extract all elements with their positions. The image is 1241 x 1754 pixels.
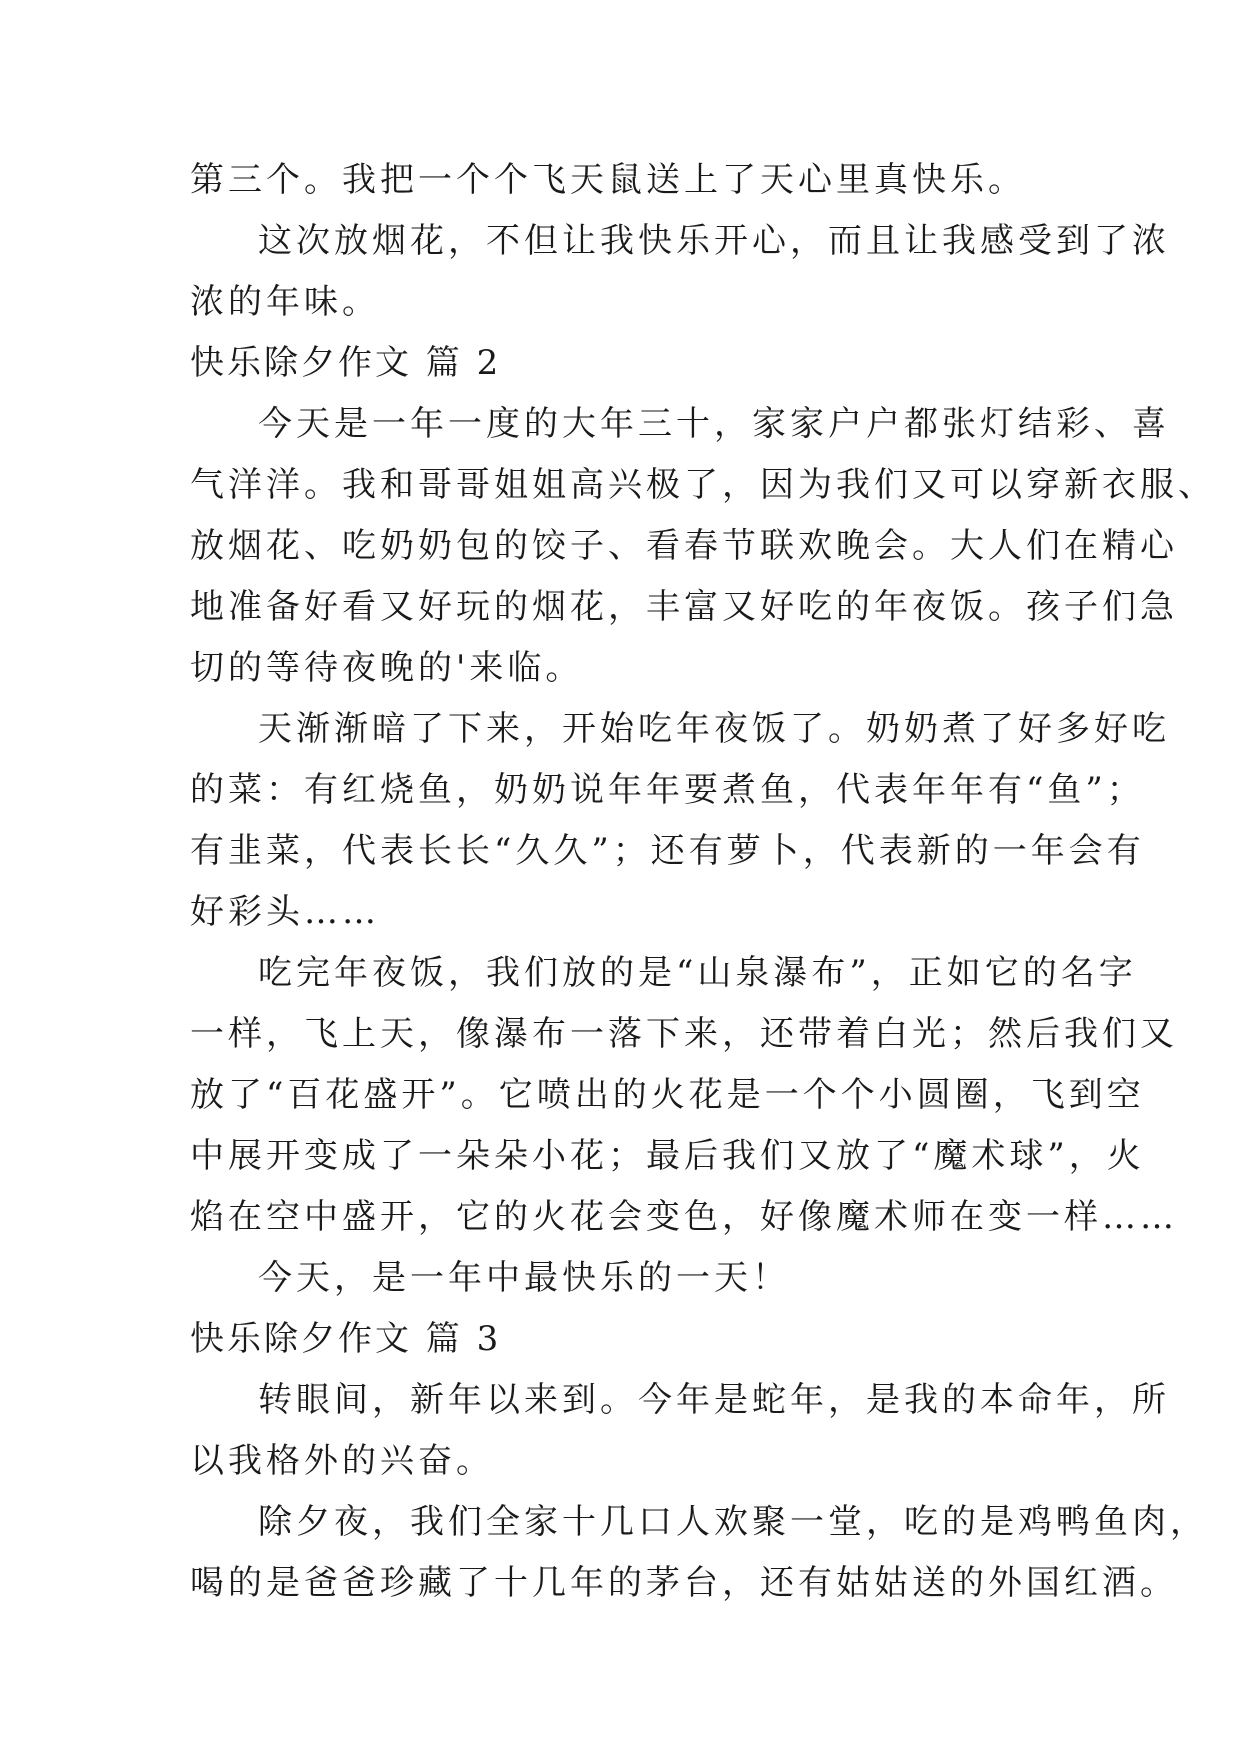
text-line: 地准备好看又好玩的烟花，丰富又好吃的年夜饭。孩子们急 (190, 587, 1178, 627)
section-heading: 快乐除夕作文 篇 2 (190, 343, 502, 383)
text-line: 气洋洋。我和哥哥姐姐高兴极了，因为我们又可以穿新衣服、 (190, 465, 1216, 505)
text-line: 喝的是爸爸珍藏了十几年的茅台，还有姑姑送的外国红酒。 (190, 1563, 1178, 1603)
text-line: 中展开变成了一朵朵小花；最后我们又放了“魔术球”，火 (190, 1136, 1145, 1176)
text-line: 以我格外的兴奋。 (190, 1441, 494, 1481)
text-line: 放了“百花盛开”。它喷出的火花是一个个小圆圈，飞到空 (190, 1075, 1145, 1115)
text-line: 浓的年味。 (190, 282, 380, 322)
text-line: 今天，是一年中最快乐的一天！ (258, 1258, 790, 1298)
text-line: 第三个。我把一个个飞天鼠送上了天心里真快乐。 (190, 160, 1026, 200)
document-page (190, 150, 1216, 1614)
text-line: 切的等待夜晚的'来临。 (190, 648, 584, 688)
text-line: 放烟花、吃奶奶包的饺子、看春节联欢晚会。大人们在精心 (190, 526, 1178, 566)
text-line: 天渐渐暗了下来，开始吃年夜饭了。奶奶煮了好多好吃 (258, 709, 1170, 749)
section-heading: 快乐除夕作文 篇 3 (190, 1319, 502, 1359)
text-line: 有韭菜，代表长长“久久”；还有萝卜，代表新的一年会有 (190, 831, 1145, 871)
text-line: 吃完年夜饭，我们放的是“山泉瀑布”，正如它的名字 (258, 953, 1137, 993)
text-line: 的菜：有红烧鱼，奶奶说年年要煮鱼，代表年年有“鱼”； (190, 770, 1145, 810)
text-line: 今天是一年一度的大年三十，家家户户都张灯结彩、喜 (258, 404, 1170, 444)
text-line: 这次放烟花，不但让我快乐开心，而且让我感受到了浓 (258, 221, 1170, 261)
text-line: 焰在空中盛开，它的火花会变色，好像魔术师在变一样…… (190, 1197, 1178, 1237)
text-line: 一样，飞上天，像瀑布一落下来，还带着白光；然后我们又 (190, 1014, 1178, 1054)
text-line: 好彩头…… (190, 892, 380, 932)
text-line: 转眼间，新年以来到。今年是蛇年，是我的本命年，所 (258, 1380, 1170, 1420)
text-line: 除夕夜，我们全家十几口人欢聚一堂，吃的是鸡鸭鱼肉， (258, 1502, 1208, 1542)
